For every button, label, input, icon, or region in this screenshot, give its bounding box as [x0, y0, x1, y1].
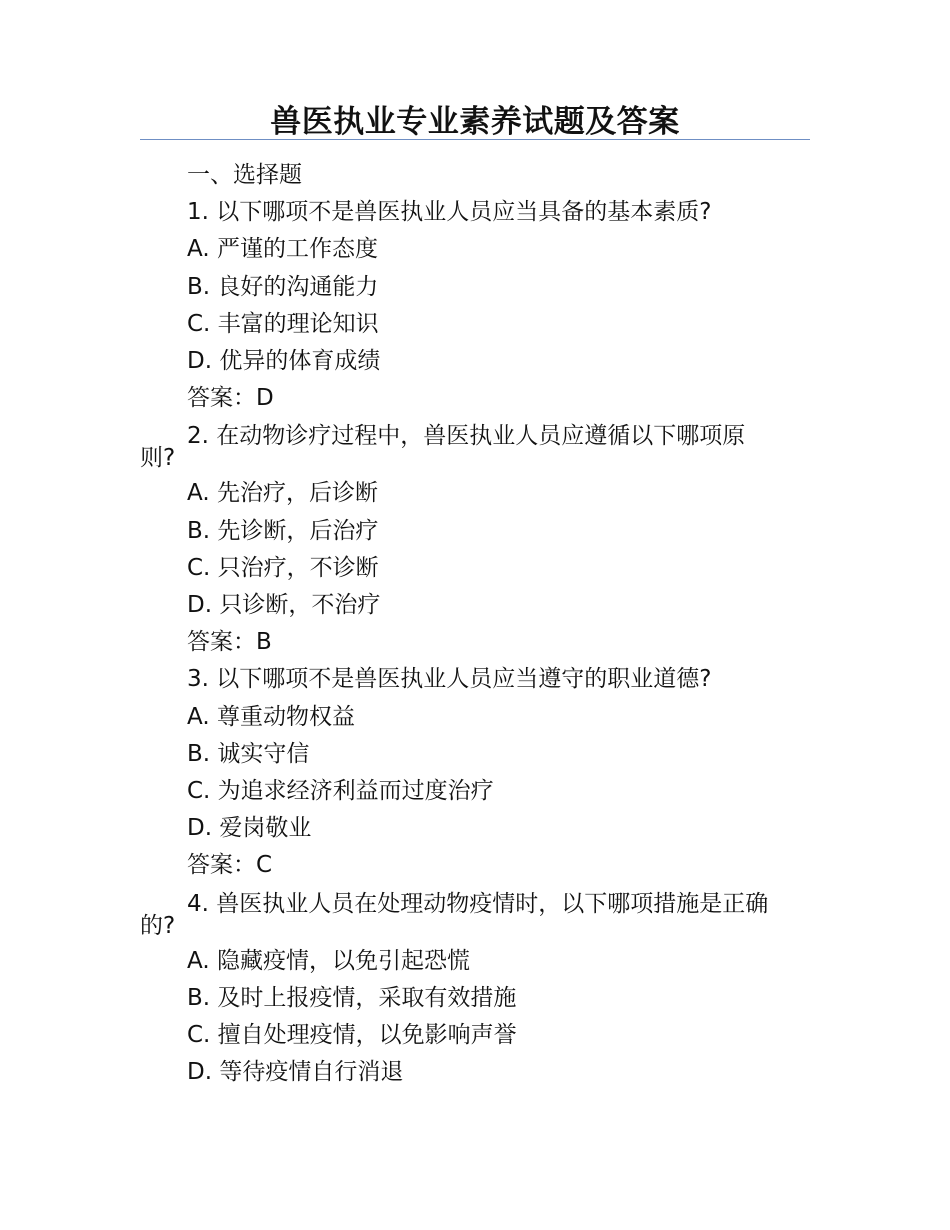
question-4-stem-line1: 4. 兽医执业人员在处理动物疫情时，以下哪项措施是正确: [187, 890, 769, 917]
question-2-option-c: C. 只治疗，不诊断: [187, 554, 379, 581]
document-title: 兽医执业专业素养试题及答案: [270, 104, 680, 140]
question-2-stem: [140, 423, 810, 472]
question-4-stem: [140, 890, 810, 939]
question-4-option-d: D. 等待疫情自行消退: [187, 1059, 404, 1086]
title-underline: [140, 139, 810, 140]
question-3-answer: 答案：C: [187, 852, 273, 879]
document-body: [140, 157, 810, 1091]
question-2-option-a: A. 先治疗，后诊断: [187, 480, 378, 507]
question-1-option-d: D. 优异的体育成绩: [187, 348, 381, 375]
question-2-stem-line2: 则?: [140, 445, 176, 472]
question-3-option-b: B. 诚实守信: [187, 740, 310, 767]
question-1-answer: 答案：D: [187, 385, 274, 412]
question-1-option-b: B. 良好的沟通能力: [187, 273, 379, 300]
question-1-option-a: A. 严谨的工作态度: [187, 236, 378, 263]
question-2-answer: 答案：B: [187, 629, 272, 656]
section-heading: 一、选择题: [187, 162, 302, 188]
question-2-stem-line1: 2. 在动物诊疗过程中，兽医执业人员应遵循以下哪项原: [187, 423, 746, 450]
question-2-option-b: B. 先诊断，后治疗: [187, 517, 379, 544]
question-4-option-c: C. 擅自处理疫情，以免影响声誉: [187, 1022, 517, 1049]
question-3-option-d: D. 爱岗敬业: [187, 815, 312, 842]
question-4-option-b: B. 及时上报疫情，采取有效措施: [187, 984, 517, 1011]
question-4-stem-line2: 的?: [140, 912, 176, 939]
question-3-option-c: C. 为追求经济利益而过度治疗: [187, 778, 494, 805]
question-3-stem: 3. 以下哪项不是兽医执业人员应当遵守的职业道德?: [187, 666, 712, 693]
question-1-stem: 1. 以下哪项不是兽医执业人员应当具备的基本素质?: [187, 199, 712, 226]
question-4-option-a: A. 隐藏疫情，以免引起恐慌: [187, 947, 470, 974]
question-1-option-c: C. 丰富的理论知识: [187, 310, 379, 337]
question-2-option-d: D. 只诊断，不治疗: [187, 592, 381, 619]
question-3-option-a: A. 尊重动物权益: [187, 703, 355, 730]
